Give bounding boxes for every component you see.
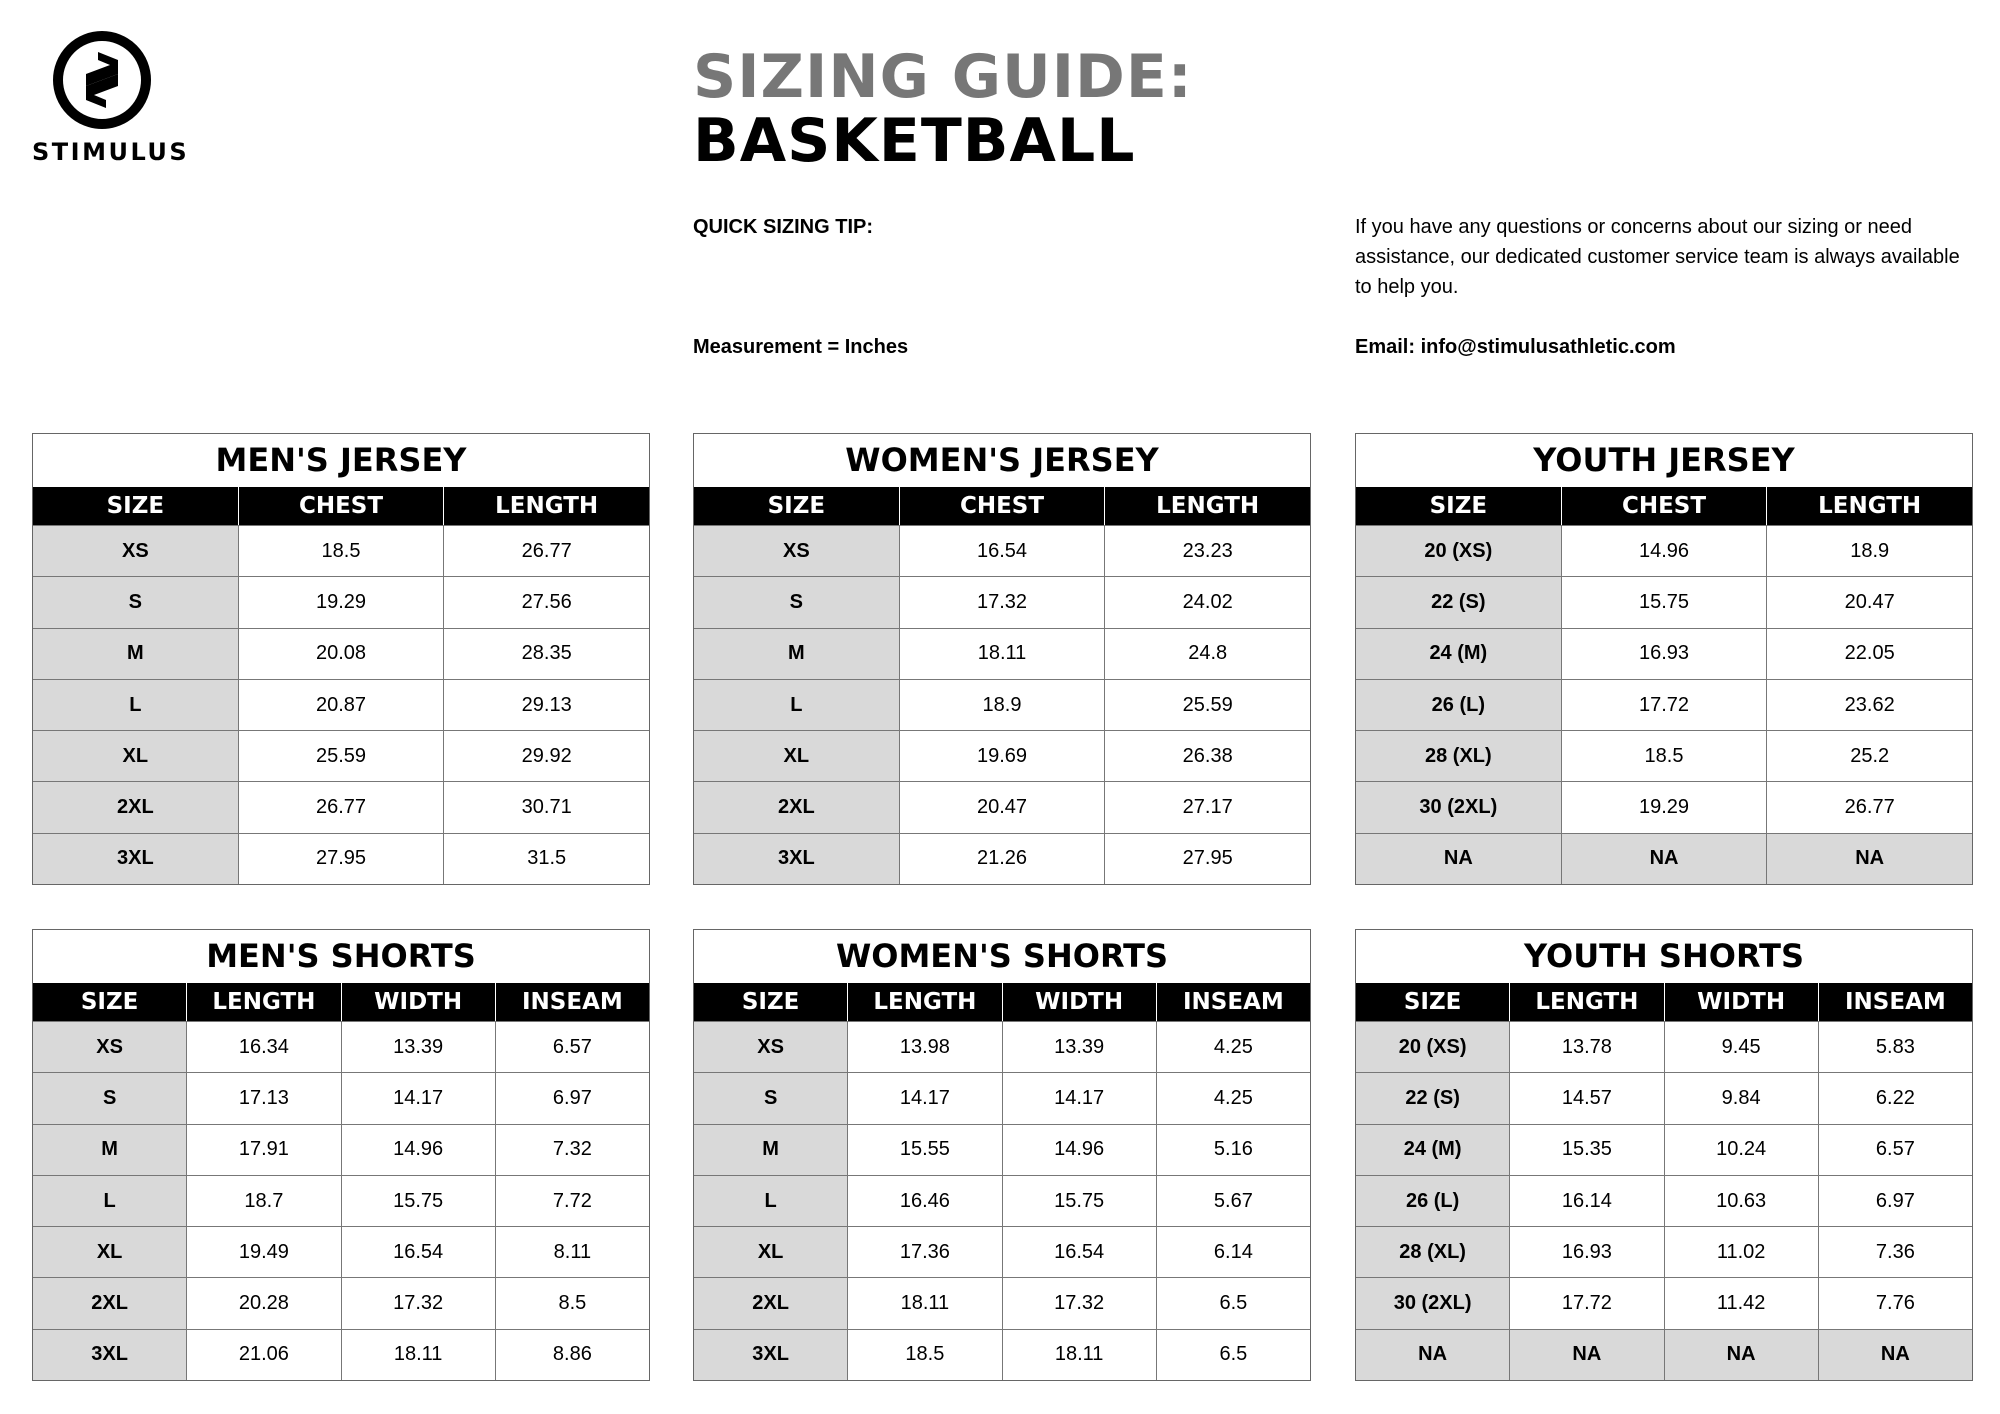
value-cell: 26.38 [1104,731,1310,781]
table-row [33,628,649,679]
column-header: CHEST [899,487,1105,525]
table-header-row [33,983,649,1021]
value-cell: 30.71 [443,782,649,832]
value-cell: 27.56 [443,577,649,627]
size-cell: 2XL [33,782,238,832]
size-cell: 2XL [694,1278,847,1328]
value-cell: 19.29 [238,577,444,627]
measurement-note: Measurement = Inches [693,336,909,358]
page-title [693,42,1193,176]
value-cell: 15.75 [1561,577,1767,627]
size-cell: XL [694,731,899,781]
value-cell: 15.75 [341,1176,495,1226]
size-cell: 22 (S) [1356,1073,1509,1123]
value-cell: 17.32 [899,577,1105,627]
value-cell: 15.55 [847,1125,1001,1175]
value-cell: 16.93 [1509,1227,1663,1277]
table-row [694,628,1310,679]
size-cell: L [33,680,238,730]
value-cell: 17.91 [186,1125,340,1175]
size-cell: 30 (2XL) [1356,782,1561,832]
value-cell: 16.14 [1509,1176,1663,1226]
value-cell: 27.95 [238,834,444,884]
size-cell: XL [33,1227,186,1277]
table-row [33,1175,649,1226]
table-row [1356,1072,1972,1123]
table-title: MEN'S JERSEY [215,441,467,479]
value-cell: 9.45 [1664,1022,1818,1072]
table-title: WOMEN'S JERSEY [845,441,1159,479]
table-row [694,679,1310,730]
value-cell: 25.59 [238,731,444,781]
value-cell: 13.39 [1002,1022,1156,1072]
table-row [1356,1226,1972,1277]
value-cell: 18.5 [847,1330,1001,1380]
value-cell: 4.25 [1156,1022,1310,1072]
value-cell: 17.72 [1509,1278,1663,1328]
table-row [33,1072,649,1123]
value-cell: 11.42 [1664,1278,1818,1328]
value-cell: 25.2 [1766,731,1972,781]
size-cell: 3XL [33,1330,186,1380]
table-title: YOUTH JERSEY [1533,441,1795,479]
table-youth-shorts [1355,929,1973,1381]
size-cell: S [694,577,899,627]
value-cell: 17.32 [1002,1278,1156,1328]
value-cell: 15.75 [1002,1176,1156,1226]
value-cell: 5.16 [1156,1125,1310,1175]
table-row [694,525,1310,576]
value-cell: 19.49 [186,1227,340,1277]
value-cell: 4.25 [1156,1073,1310,1123]
table-row [33,1021,649,1072]
column-header: WIDTH [1002,983,1156,1021]
value-cell: NA [1818,1330,1972,1380]
stimulus-logo-icon [52,30,152,130]
table-row [694,576,1310,627]
column-header: LENGTH [186,983,340,1021]
column-header: INSEAM [495,983,649,1021]
size-cell: L [694,680,899,730]
value-cell: 16.54 [341,1227,495,1277]
table-row [33,1226,649,1277]
table-row [694,1021,1310,1072]
table-row [1356,576,1972,627]
size-cell: 20 (XS) [1356,526,1561,576]
table-row [694,730,1310,781]
table-row [694,1226,1310,1277]
table-row [33,781,649,832]
column-header: CHEST [1561,487,1767,525]
table-row [694,1175,1310,1226]
value-cell: 16.46 [847,1176,1001,1226]
value-cell: 24.02 [1104,577,1310,627]
title-line-1: SIZING GUIDE: [693,42,1193,112]
value-cell: 5.67 [1156,1176,1310,1226]
size-cell: S [33,1073,186,1123]
size-cell: XS [694,526,899,576]
value-cell: 18.9 [899,680,1105,730]
value-cell: 14.96 [341,1125,495,1175]
value-cell: NA [1664,1330,1818,1380]
size-cell: XL [33,731,238,781]
table-row [33,1329,649,1380]
size-cell: 20 (XS) [1356,1022,1509,1072]
size-cell: L [33,1176,186,1226]
value-cell: 16.34 [186,1022,340,1072]
value-cell: 14.17 [847,1073,1001,1123]
table-title: WOMEN'S SHORTS [835,937,1169,975]
value-cell: 6.22 [1818,1073,1972,1123]
size-cell: 3XL [694,1330,847,1380]
value-cell: 27.95 [1104,834,1310,884]
value-cell: 16.54 [899,526,1105,576]
table-row [694,1072,1310,1123]
value-cell: 20.08 [238,629,444,679]
value-cell: 29.92 [443,731,649,781]
value-cell: 6.57 [1818,1125,1972,1175]
column-header: SIZE [1403,989,1462,1015]
value-cell: 26.77 [443,526,649,576]
table-row [694,833,1310,884]
value-cell: 18.5 [238,526,444,576]
value-cell: 7.36 [1818,1227,1972,1277]
table-row [1356,833,1972,884]
value-cell: 8.86 [495,1330,649,1380]
value-cell: 21.06 [186,1330,340,1380]
value-cell: 14.96 [1561,526,1767,576]
table-row [1356,525,1972,576]
size-cell: 26 (L) [1356,680,1561,730]
table-youth-jersey [1355,433,1973,885]
size-cell: NA [1356,1330,1509,1380]
value-cell: 17.13 [186,1073,340,1123]
value-cell: 17.72 [1561,680,1767,730]
column-header: SIZE [767,493,826,519]
size-cell: M [33,1125,186,1175]
table-title: YOUTH SHORTS [1523,937,1805,975]
value-cell: 6.57 [495,1022,649,1072]
table-womens-shorts [693,929,1311,1381]
value-cell: 18.11 [899,629,1105,679]
table-row [694,1124,1310,1175]
table-header-row [694,983,1310,1021]
value-cell: 18.11 [847,1278,1001,1328]
value-cell: 14.57 [1509,1073,1663,1123]
value-cell: 29.13 [443,680,649,730]
value-cell: 16.93 [1561,629,1767,679]
value-cell: 13.39 [341,1022,495,1072]
size-cell: 28 (XL) [1356,731,1561,781]
value-cell: 14.17 [1002,1073,1156,1123]
size-cell: 24 (M) [1356,1125,1509,1175]
value-cell: 19.69 [899,731,1105,781]
value-cell: 6.5 [1156,1278,1310,1328]
value-cell: 17.32 [341,1278,495,1328]
column-header: LENGTH [1509,983,1663,1021]
help-text: If you have any questions or concerns about our sizing or need assistance, our dedicated customer service team is always available to help you. [1355,216,1960,298]
column-header: SIZE [106,493,165,519]
size-cell: XL [694,1227,847,1277]
value-cell: 21.26 [899,834,1105,884]
value-cell: 18.11 [1002,1330,1156,1380]
column-header: WIDTH [341,983,495,1021]
support-email: Email: info@stimulusathletic.com [1355,336,1676,358]
value-cell: 15.35 [1509,1125,1663,1175]
table-mens-shorts [32,929,650,1381]
value-cell: NA [1561,834,1767,884]
value-cell: 31.5 [443,834,649,884]
value-cell: 20.47 [899,782,1105,832]
size-cell: XS [694,1022,847,1072]
value-cell: 16.54 [1002,1227,1156,1277]
column-header: INSEAM [1818,983,1972,1021]
table-womens-jersey [693,433,1311,885]
size-cell: S [694,1073,847,1123]
column-header: CHEST [238,487,444,525]
size-cell: 24 (M) [1356,629,1561,679]
value-cell: 17.36 [847,1227,1001,1277]
value-cell: 7.76 [1818,1278,1972,1328]
column-header: INSEAM [1156,983,1310,1021]
size-cell: 26 (L) [1356,1176,1509,1226]
value-cell: 18.7 [186,1176,340,1226]
table-row [33,1124,649,1175]
value-cell: 20.47 [1766,577,1972,627]
size-cell: 2XL [694,782,899,832]
value-cell: 18.11 [341,1330,495,1380]
column-header: LENGTH [847,983,1001,1021]
column-header: SIZE [1429,493,1488,519]
size-cell: 2XL [33,1278,186,1328]
value-cell: 14.17 [341,1073,495,1123]
value-cell: 28.35 [443,629,649,679]
table-row [1356,679,1972,730]
table-row [1356,628,1972,679]
value-cell: 18.5 [1561,731,1767,781]
value-cell: 23.23 [1104,526,1310,576]
table-row [1356,781,1972,832]
value-cell: 10.24 [1664,1125,1818,1175]
column-header: SIZE [741,989,800,1015]
title-line-2: BASKETBALL [693,106,1136,176]
table-title: MEN'S SHORTS [206,937,476,975]
table-row [33,576,649,627]
column-header: WIDTH [1664,983,1818,1021]
value-cell: 9.84 [1664,1073,1818,1123]
value-cell: 7.72 [495,1176,649,1226]
value-cell: 10.63 [1664,1176,1818,1226]
table-row [33,1277,649,1328]
value-cell: 8.5 [495,1278,649,1328]
table-row [33,679,649,730]
column-header: LENGTH [1766,487,1972,525]
table-row [1356,1277,1972,1328]
value-cell: 24.8 [1104,629,1310,679]
table-header-row [33,487,649,525]
value-cell: 26.77 [238,782,444,832]
table-row [33,833,649,884]
size-cell: 28 (XL) [1356,1227,1509,1277]
column-header: LENGTH [1104,487,1310,525]
table-header-row [694,487,1310,525]
value-cell: 6.5 [1156,1330,1310,1380]
value-cell: 20.87 [238,680,444,730]
table-row [1356,730,1972,781]
table-header-row [1356,487,1972,525]
column-header: LENGTH [443,487,649,525]
size-cell: XS [33,1022,186,1072]
brand-name: STIMULUS [32,138,190,166]
value-cell: 13.78 [1509,1022,1663,1072]
size-cell: M [694,629,899,679]
table-row [694,1329,1310,1380]
value-cell: 8.11 [495,1227,649,1277]
value-cell: 11.02 [1664,1227,1818,1277]
size-cell: 3XL [33,834,238,884]
value-cell: 5.83 [1818,1022,1972,1072]
column-header: SIZE [80,989,139,1015]
table-row [694,781,1310,832]
table-mens-jersey [32,433,650,885]
value-cell: 14.96 [1002,1125,1156,1175]
value-cell: 7.32 [495,1125,649,1175]
value-cell: NA [1509,1330,1663,1380]
table-header-row [1356,983,1972,1021]
size-cell: XS [33,526,238,576]
value-cell: 23.62 [1766,680,1972,730]
size-cell: 22 (S) [1356,577,1561,627]
brand-logo [32,30,190,166]
size-cell: M [694,1125,847,1175]
value-cell: 22.05 [1766,629,1972,679]
table-row [33,525,649,576]
value-cell: 6.97 [495,1073,649,1123]
size-cell: S [33,577,238,627]
table-row [1356,1124,1972,1175]
value-cell: 18.9 [1766,526,1972,576]
value-cell: 19.29 [1561,782,1767,832]
value-cell: 20.28 [186,1278,340,1328]
size-cell: M [33,629,238,679]
size-cell: L [694,1176,847,1226]
table-row [1356,1021,1972,1072]
value-cell: 6.97 [1818,1176,1972,1226]
table-row [694,1277,1310,1328]
table-row [1356,1175,1972,1226]
value-cell: 6.14 [1156,1227,1310,1277]
table-row [1356,1329,1972,1380]
value-cell: 26.77 [1766,782,1972,832]
value-cell: 13.98 [847,1022,1001,1072]
quick-tip-label: QUICK SIZING TIP: [693,216,873,238]
size-cell: 30 (2XL) [1356,1278,1509,1328]
size-cell: 3XL [694,834,899,884]
value-cell: NA [1766,834,1972,884]
table-row [33,730,649,781]
value-cell: 25.59 [1104,680,1310,730]
value-cell: 27.17 [1104,782,1310,832]
size-cell: NA [1356,834,1561,884]
